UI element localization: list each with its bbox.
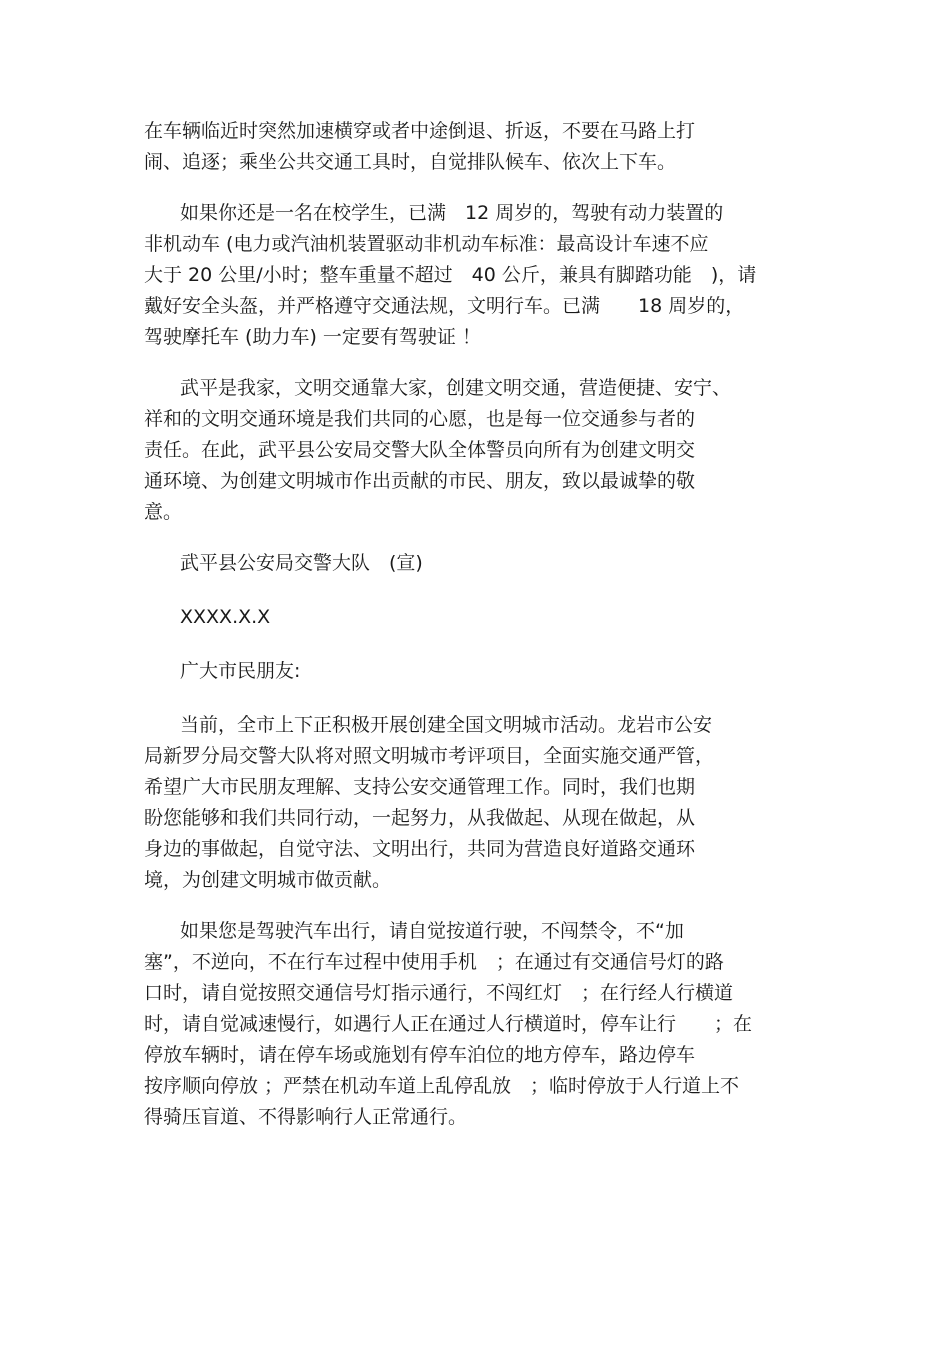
paragraph-line: 戴好安全头盔，并严格遵守交通法规，文明行车。已满 18 周岁的， [144,295,745,317]
paragraph-line: 武平是我家，文明交通靠大家，创建文明交通，营造便捷、安宁、 [180,377,732,399]
paragraph-line: 祥和的文明交通环境是我们共同的心愿，也是每一位交通参与者的 [144,408,696,430]
paragraph-line: 如果你还是一名在校学生，已满 12 周岁的，驾驶有动力装置的 [180,202,724,224]
paragraph-line: 意。 [144,501,183,523]
paragraph-line: 在车辆临近时突然加速横穿或者中途倒退、折返，不要在马路上打 [144,120,696,142]
paragraph-line: 盼您能够和我们共同行动，一起努力，从我做起、从现在做起，从 [144,807,696,829]
paragraph-line: 口时，请自觉按照交通信号灯指示通行，不闯红灯 ；在行经人行横道 [144,982,734,1004]
paragraph-line: 闹、追逐；乘坐公共交通工具时，自觉排队候车、依次上下车。 [144,151,677,173]
paragraph-line: 责任。在此，武平县公安局交警大队全体警员向所有为创建文明交 [144,439,696,461]
paragraph-line: 身边的事做起，自觉守法、文明出行，共同为营造良好道路交通环 [144,838,696,860]
salutation [144,656,814,687]
paragraph-line: 驾驶摩托车 (助力车) 一定要有驾驶证 ！ [144,326,481,348]
paragraph-line: 局新罗分局交警大队将对照文明城市考评项目，全面实施交通严管， [144,745,715,767]
paragraph-driver-rules [144,916,814,1133]
paragraph-line: 时，请自觉减速慢行，如遇行人正在通过人行横道时，停车让行 ；在 [144,1013,753,1035]
issuer-line: 武平县公安局交警大队 (宣) [180,552,423,574]
date-line: XXXX.X.X [180,606,271,628]
paragraph-line: 大于 20 公里/小时；整车重量不超过 40 公斤，兼具有脚踏功能 )，请 [144,264,757,286]
paragraph-line: 非机动车 (电力或汽油机装置驱动非机动车标准：最高设计车速不应 [144,233,709,255]
salutation-line: 广大市民朋友: [180,660,301,682]
document-body [144,116,814,1153]
paragraph-line: 按序顺向停放 ；严禁在机动车道上乱停乱放 ；临时停放于人行道上不 [144,1075,740,1097]
paragraph-line: 停放车辆时，请在停车场或施划有停车泊位的地方停车，路边停车 [144,1044,696,1066]
paragraph-line: 希望广大市民朋友理解、支持公安交通管理工作。同时，我们也期 [144,776,696,798]
paragraph-wuping-thanks [144,373,814,528]
signature-date [144,602,814,633]
paragraph-campaign-intro [144,710,814,896]
paragraph-pedestrian-rules [144,116,814,178]
signature-issuer [144,548,814,579]
paragraph-student-cycling [144,198,814,353]
paragraph-line: 当前，全市上下正积极开展创建全国文明城市活动。龙岩市公安 [180,714,713,736]
paragraph-line: 境，为创建文明城市做贡献。 [144,869,392,891]
paragraph-line: 得骑压盲道、不得影响行人正常通行。 [144,1106,468,1128]
paragraph-line: 如果您是驾驶汽车出行，请自觉按道行驶，不闯禁令，不“加 [180,920,684,942]
paragraph-line: 塞”，不逆向，不在行车过程中使用手机 ；在通过有交通信号灯的路 [144,951,724,973]
paragraph-line: 通环境、为创建文明城市作出贡献的市民、朋友，致以最诚挚的敬 [144,470,696,492]
